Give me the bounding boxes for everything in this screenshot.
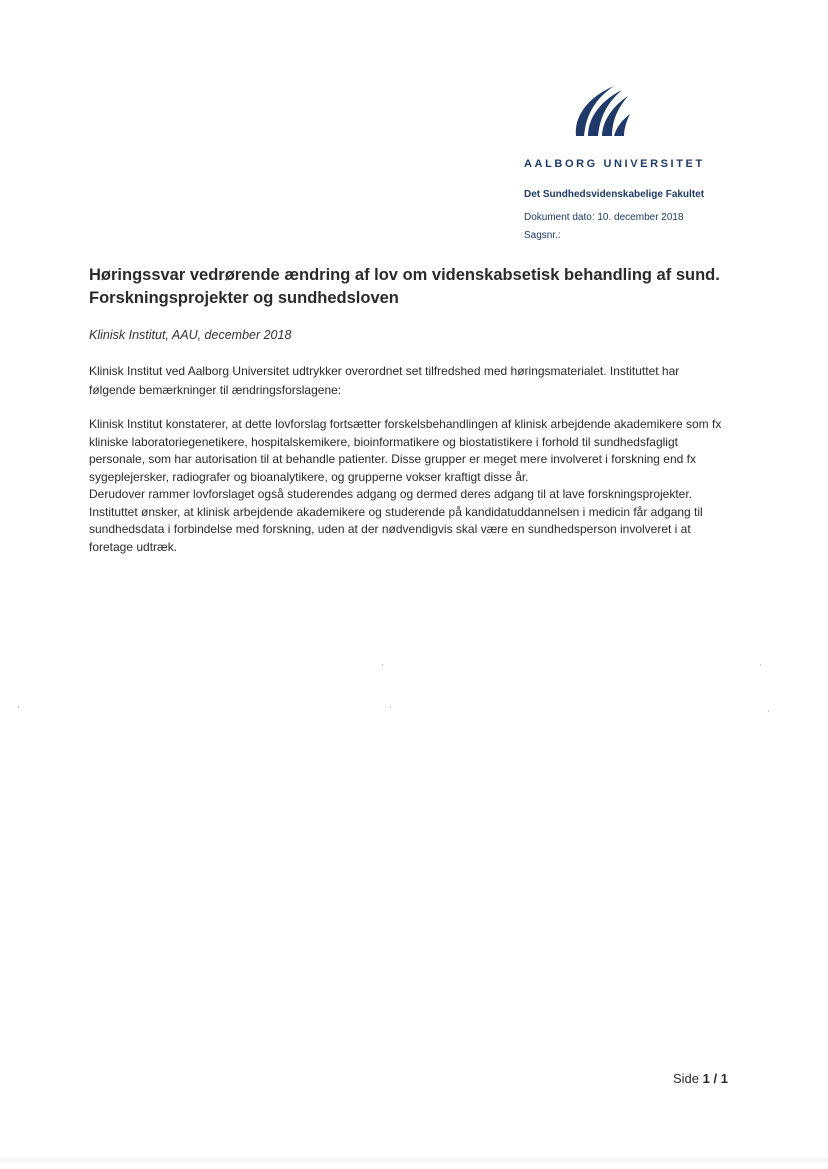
aau-wave-logo-icon bbox=[566, 84, 636, 140]
university-name: AALBORG UNIVERSITET bbox=[524, 158, 705, 170]
document-subtitle: Klinisk Institut, AAU, december 2018 bbox=[89, 328, 292, 342]
scan-speck bbox=[390, 706, 391, 708]
case-number: Sagsnr.: bbox=[524, 230, 561, 241]
paragraph-institute-wish: Instituttet ønsker, at klinisk arbejdende akademikere og studerende på kandidatuddannelsen i medicin får adgang til sundhedsdata i forbindelse med forskning, uden at der nødvendigvis skal være en sundhedsperson involveret i at foretage udtræk. bbox=[89, 504, 703, 554]
scan-edge bbox=[0, 1156, 828, 1164]
scan-speck bbox=[768, 710, 769, 712]
paragraph-student-access: Derudover rammer lovforslaget også studerendes adgang og dermed deres adgang til at lave forskningsprojekter. bbox=[89, 487, 693, 501]
paragraph-differential-treatment: Klinisk Institut konstaterer, at dette lovforslag fortsætter forskelsbehandlingen af klinisk arbejdende akademikere som fx kliniske laboratoriegenetikere, hospitalskemikere, bioinformatikere og biostatistikere i forhold til sundhedsfagligt personale, som har autorisation til at behandle patienter. Disse grupper er meget mere involveret i forskning end fx sygeplejersker, radiografer og bioanalytikere, og grupperne vokser kraftigt disse år. bbox=[89, 417, 722, 484]
document-title: Høringssvar vedrørende ændring af lov om videnskabsetisk behandling af sund. Forskningsprojekter og sundhedsloven bbox=[89, 266, 720, 307]
intro-paragraph: Klinisk Institut ved Aalborg Universitet udtrykker overordnet set tilfredshed med høringsmaterialet. Instituttet har følgende bemærkninger til ændringsforslagene: bbox=[89, 364, 680, 397]
faculty-name: Det Sundhedsvidenskabelige Fakultet bbox=[524, 189, 705, 200]
page-count: 1 / 1 bbox=[702, 1071, 728, 1086]
scan-speck bbox=[760, 664, 761, 666]
document-date: Dokument dato: 10. december 2018 bbox=[524, 212, 684, 223]
page-number bbox=[673, 1071, 728, 1086]
page-label: Side bbox=[673, 1071, 700, 1086]
scan-speck bbox=[18, 706, 19, 708]
body-text bbox=[89, 416, 735, 556]
scan-speck bbox=[382, 664, 383, 666]
